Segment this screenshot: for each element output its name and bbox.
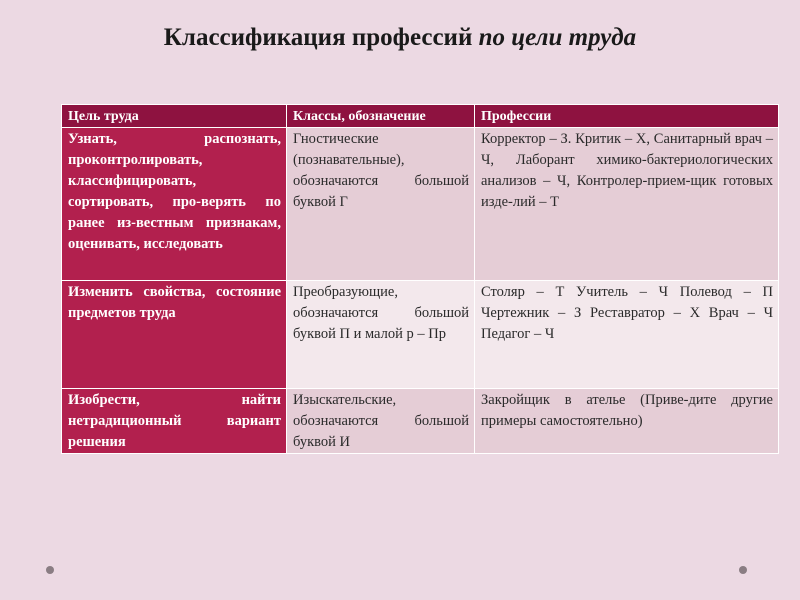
table-row — [62, 281, 779, 389]
title-italic: по цели труда — [478, 24, 637, 51]
table-row — [62, 128, 779, 281]
class-cell: Изыскательские, обозначаются большой буквой И — [287, 389, 475, 454]
goal-cell: Изобрести, найти нетрадиционный вариант решения — [62, 389, 287, 454]
classification-table — [61, 104, 779, 454]
class-cell: Преобразующие, обозначаются большой буквой П и малой р – Пр — [287, 281, 475, 389]
table-header-row — [62, 105, 779, 128]
professions-cell: Закройщик в ателье (Приве-дите другие примеры самостоятельно) — [475, 389, 779, 454]
prev-slide-dot-icon[interactable] — [46, 566, 54, 574]
class-cell: Гностические (познавательные), обозначаются большой буквой Г — [287, 128, 475, 281]
professions-cell: Столяр – Т Учитель – Ч Полевод – П Чертежник – З Реставратор – Х Врач – Ч Педагог – Ч — [475, 281, 779, 389]
next-slide-dot-icon[interactable] — [739, 566, 747, 574]
table-row — [62, 389, 779, 454]
goal-cell: Изменить свойства, состояние предметов труда — [62, 281, 287, 389]
goal-cell: Узнать, распознать, проконтролировать, классифицировать, сортировать, про-верять по ранее из-вестным признакам, оценивать, исследовать — [62, 128, 287, 281]
header-professions: Профессии — [475, 105, 779, 128]
title-main: Классификация профессий — [163, 24, 479, 51]
slide-title — [0, 24, 800, 52]
header-goal: Цель труда — [62, 105, 287, 128]
professions-cell: Корректор – З. Критик – Х, Санитарный врач – Ч, Лаборант химико-бактериологических анализов – Ч, Контролер-прием-щик готовых изде-лий – Т — [475, 128, 779, 281]
header-class: Классы, обозначение — [287, 105, 475, 128]
